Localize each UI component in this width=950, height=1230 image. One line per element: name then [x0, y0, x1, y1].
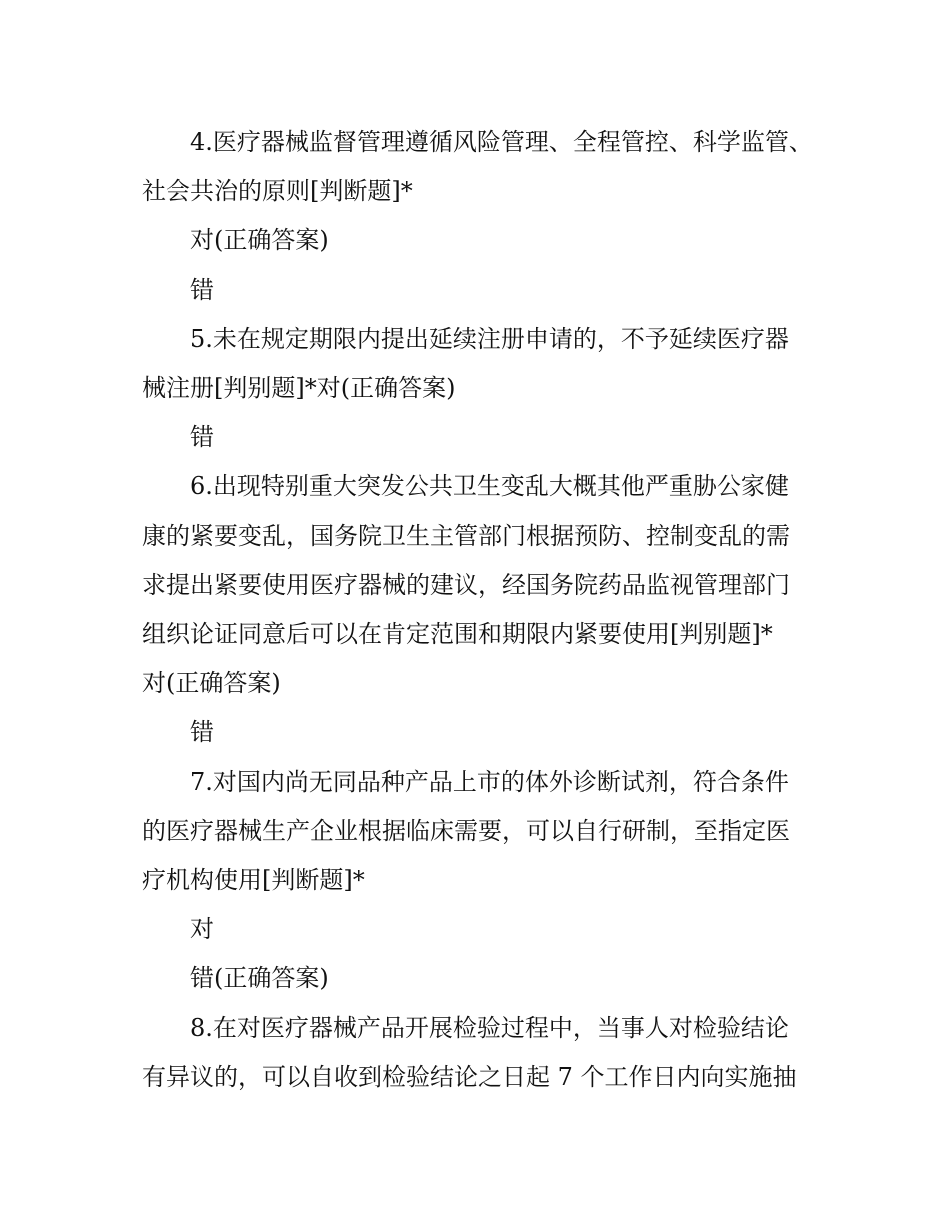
text-line: 的医疗器械生产企业根据临床需要，可以自行研制，至指定医 [142, 816, 790, 845]
text-line: 社会共治的原则[判断题]* [142, 177, 413, 206]
text-line: 8.在对医疗器械产品开展检验过程中，当事人对检验结论 [190, 1013, 789, 1042]
text-line: 疗机构使用[判断题]* [142, 866, 365, 895]
text-line: 有异议的，可以自收到检验结论之日起 7 个工作日内向实施抽 [142, 1062, 797, 1091]
document-body [142, 118, 832, 1102]
text-line: 对 [190, 915, 214, 944]
text-line: 对(正确答案) [142, 669, 281, 698]
text-line: 组织论证同意后可以在肯定范围和期限内紧要使用[判别题]* [142, 620, 773, 649]
text-line: 6.出现特别重大突发公共卫生变乱大概其他严重胁公家健 [190, 472, 789, 501]
text-line: 5.未在规定期限内提出延续注册申请的，不予延续医疗器 [190, 324, 789, 353]
text-line: 4.医疗器械监督管理遵循风险管理、全程管控、科学监管、 [190, 128, 813, 156]
text-line: 错 [190, 275, 214, 304]
text-line: 错 [190, 423, 214, 452]
text-line: 康的紧要变乱，国务院卫生主管部门根据预防、控制变乱的需 [142, 521, 790, 550]
text-line: 错 [190, 718, 214, 747]
text-line: 求提出紧要使用医疗器械的建议，经国务院药品监视管理部门 [142, 570, 790, 599]
text-line: 对(正确答案) [190, 226, 329, 255]
text-line: 错(正确答案) [190, 964, 329, 993]
text-line: 7.对国内尚无同品种产品上市的体外诊断试剂，符合条件 [190, 767, 789, 796]
text-line: 械注册[判别题]*对(正确答案) [142, 374, 456, 403]
